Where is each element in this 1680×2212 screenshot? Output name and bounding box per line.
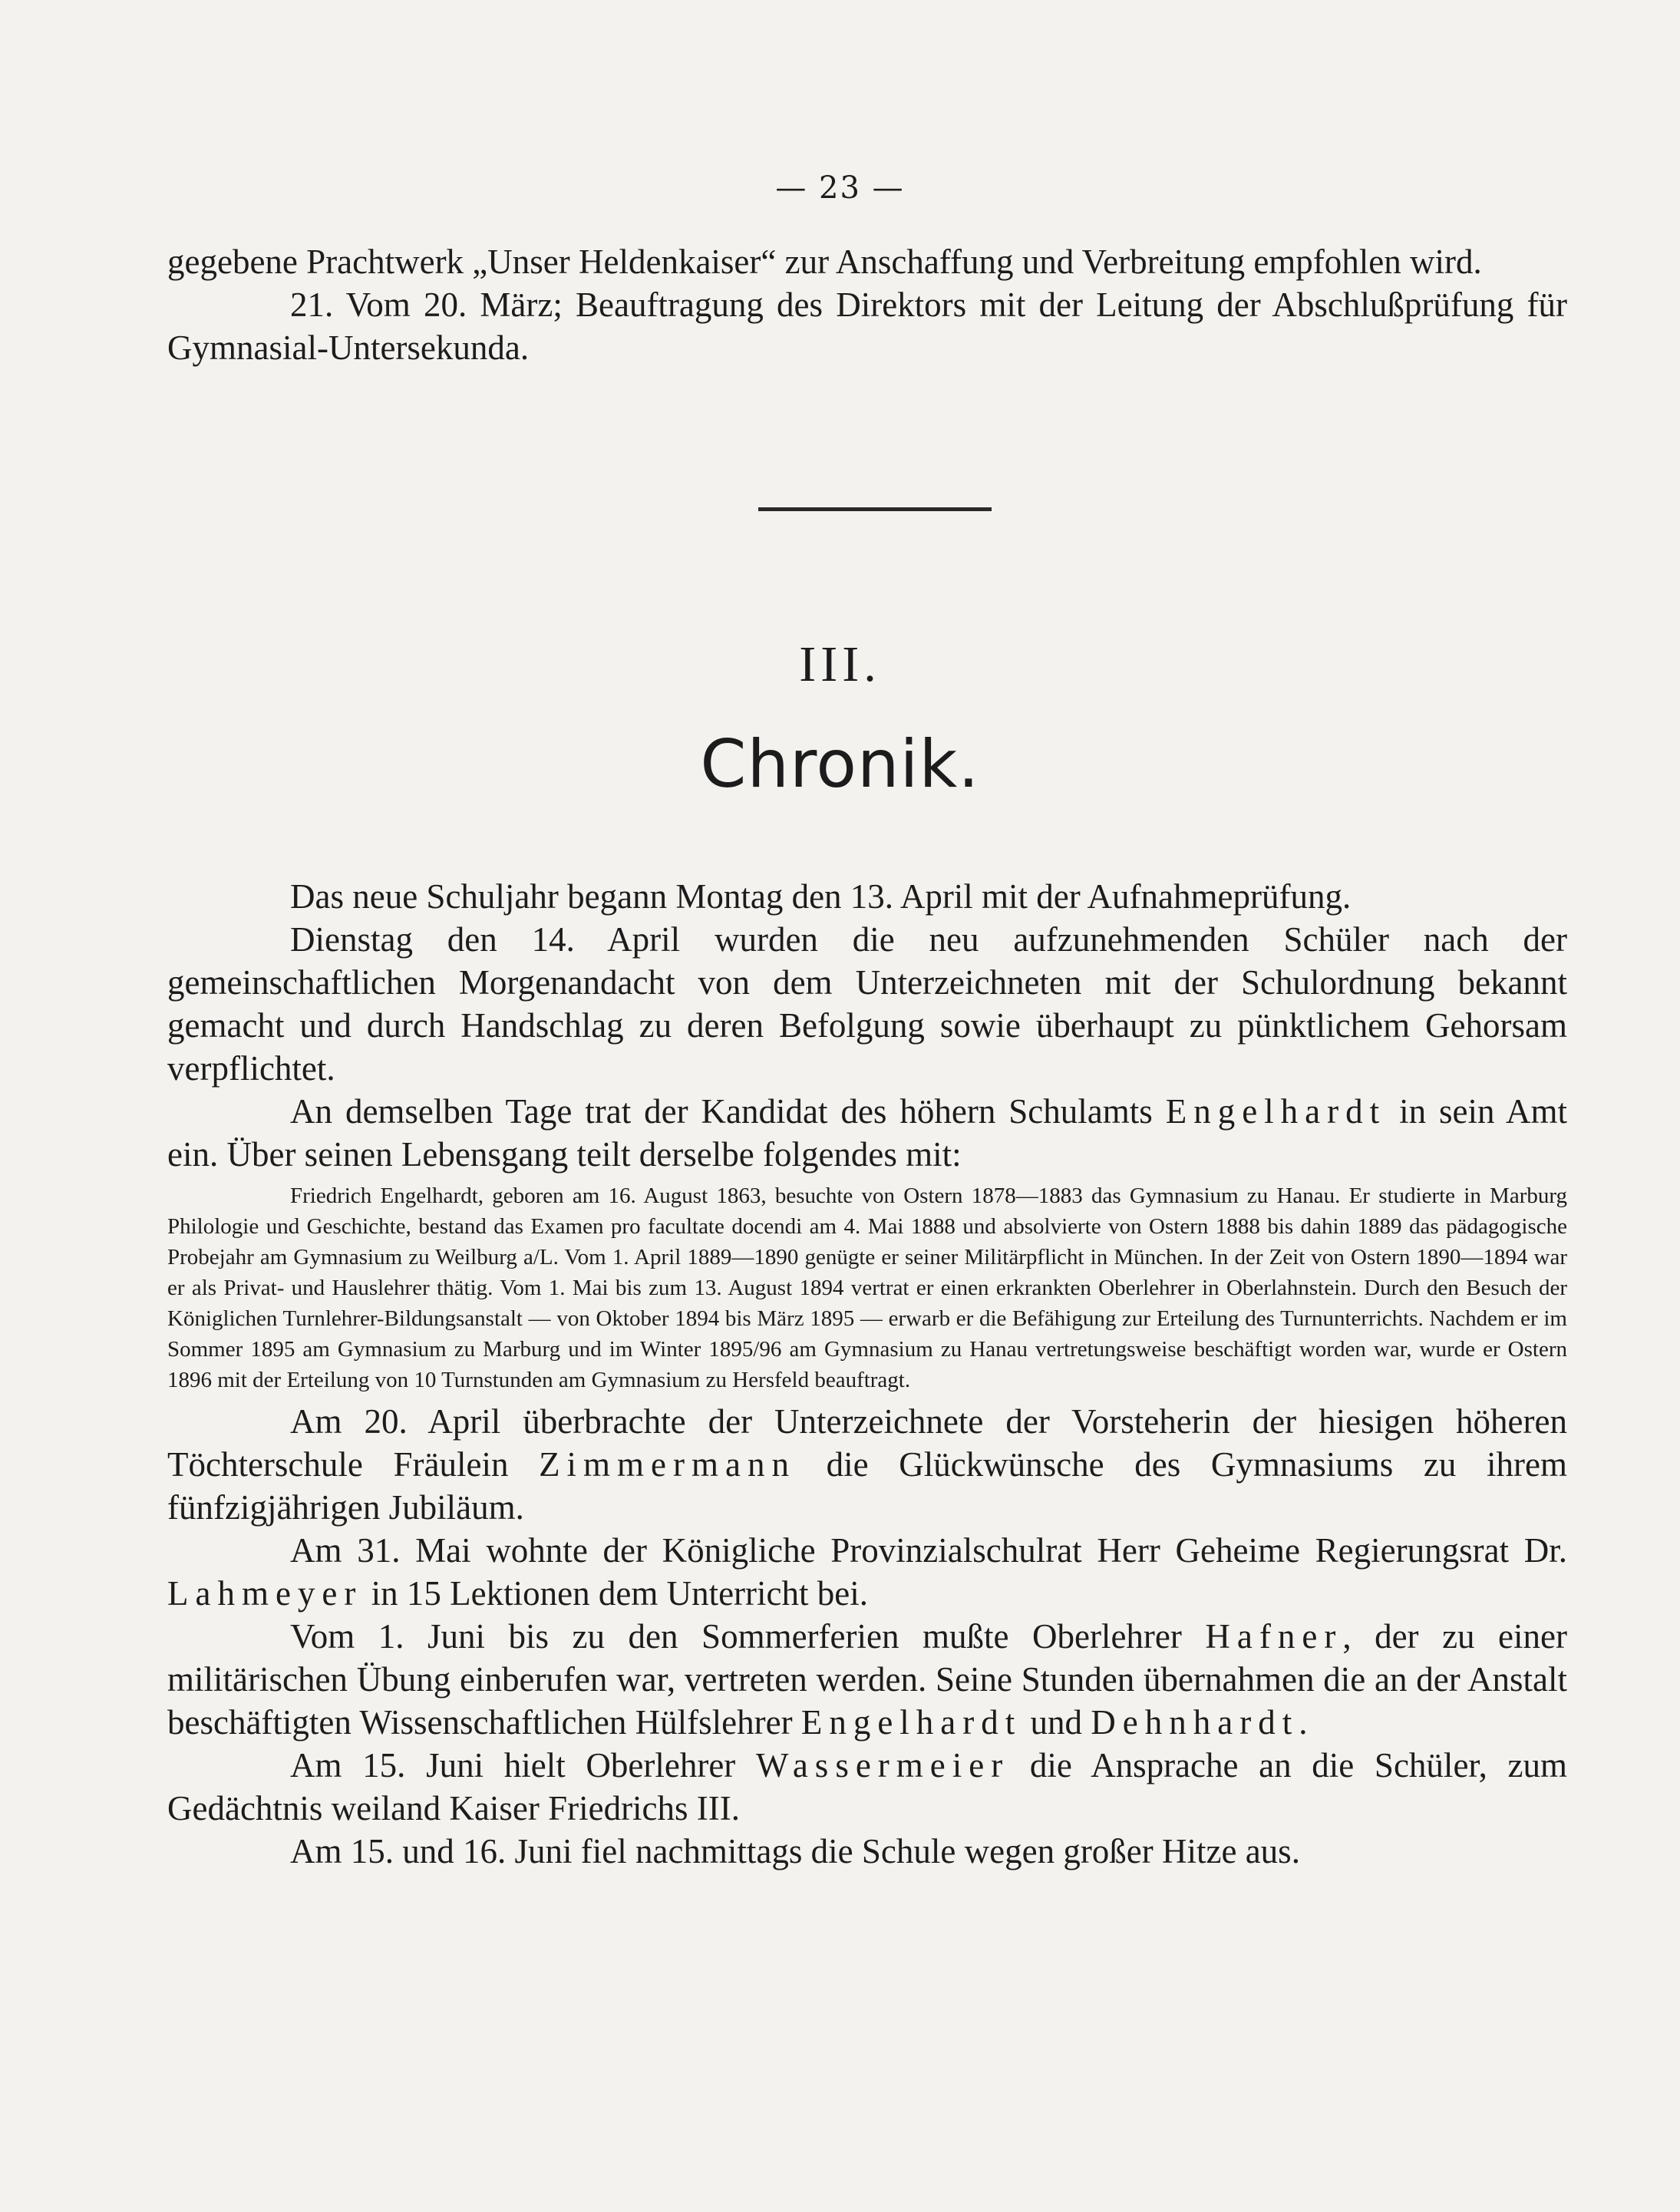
- section-number: III.: [799, 636, 881, 692]
- chronik-paragraph-2: Dienstag den 14. April wurden die neu aufzunehmenden Schüler nach der gemeinschaftlichen Morgenandacht von dem Unterzeichneten mit der Schulordnung bekannt gemacht und durch Handschlag zu deren Befolgung sowie überhaupt zu pünktlichem Gehorsam verpflichtet.: [167, 920, 1567, 1088]
- chronik-paragraph-3: An demselben Tage trat der Kandidat des höhern Schulamts Engelhardt in sein Amt ein. Über seinen Lebensgang teilt derselbe folgendes mit:: [167, 1092, 1567, 1174]
- name-zimmermann: Zimmermann: [539, 1445, 796, 1484]
- section-divider: [758, 507, 992, 511]
- opening-paragraph-2: 21. Vom 20. März; Beauftragung des Direktors mit der Leitung der Abschlußprüfung für Gymnasial-Untersekunda.: [167, 286, 1567, 367]
- page-number: — 23 —: [775, 170, 905, 206]
- name-engelhardt: Engelhardt: [1165, 1092, 1387, 1131]
- opening-text: [167, 240, 1567, 369]
- biography-text: Friedrich Engelhardt, geboren am 16. August 1863, besuchte von Ostern 1878—1883 das Gymnasium zu Hanau. Er studierte in Marburg Philologie und Geschichte, bestand das Examen pro facultate docendi am 4. Mai 1888 und absolvierte von Ostern 1888 bis dahin 1889 das pädagogische Probejahr am Gymnasium zu Weilburg a/L. Vom 1. April 1889—1890 genügte er seiner Militärpflicht in München. In der Zeit von Ostern 1890—1894 war er als Privat- und Hauslehrer thätig. Vom 1. Mai bis zum 13. August 1894 vertrat er einen erkrankten Oberlehrer in Oberlahnstein. Durch den Besuch der Königlichen Turnlehrer-Bildungsanstalt — von Oktober 1894 bis März 1895 — erwarb er die Befähigung zur Erteilung des Turnunterrichts. Nachdem er im Sommer 1895 am Gymnasium zu Marburg und im Winter 1895/96 am Gymnasium zu Hanau vertretungsweise beschäftigt worden war, wurde er Ostern 1896 mit der Erteilung von 10 Turnstunden am Gymnasium zu Hersfeld beauftragt.: [167, 1184, 1567, 1392]
- chronik-paragraph-5: Am 31. Mai wohnte der Königliche Provinzialschulrat Herr Geheime Regierungsrat Dr. Lahmeyer in 15 Lektionen dem Unterricht bei.: [167, 1531, 1567, 1613]
- name-wassermeier: Wassermeier: [755, 1746, 1010, 1784]
- chronik-paragraph-6: Vom 1. Juni bis zu den Sommerferien mußte Oberlehrer Hafner, der zu einer militärischen Übung einberufen war, vertreten werden. Seine Stunden übernahmen die an der Anstalt beschäftigten Wissenschaftlichen Hülfslehrer Engelhardt und Dehnhardt.: [167, 1617, 1567, 1742]
- chronik-paragraph-1: Das neue Schuljahr begann Montag den 13. April mit der Aufnahmeprüfung.: [290, 877, 1352, 916]
- name-lahmeyer: Lahmeyer: [167, 1574, 363, 1613]
- name-hafner: Hafner: [1205, 1617, 1343, 1656]
- chronik-paragraph-4: Am 20. April überbrachte der Unterzeichnete der Vorsteherin der hiesigen höheren Töchterschule Fräulein Zimmermann die Glückwünsche des Gymnasiums zu ihrem fünfzigjährigen Jubiläum.: [167, 1402, 1567, 1527]
- name-dehnhardt: Dehnhardt: [1091, 1703, 1299, 1742]
- biography-note: [167, 1180, 1567, 1395]
- opening-paragraph-1: gegebene Prachtwerk „Unser Heldenkaiser“ zur Anschaffung und Verbreitung empfohlen wird.: [167, 243, 1482, 281]
- chronik-text: [167, 875, 1567, 1873]
- section-title: Chronik.: [700, 726, 980, 803]
- name-engelhardt-2: Engelhardt: [800, 1703, 1022, 1742]
- chronik-paragraph-7: Am 15. Juni hielt Oberlehrer Wassermeier die Ansprache an die Schüler, zum Gedächtnis weiland Kaiser Friedrichs III.: [167, 1746, 1567, 1827]
- chronik-paragraph-8: Am 15. und 16. Juni fiel nachmittags die Schule wegen großer Hitze aus.: [290, 1832, 1300, 1870]
